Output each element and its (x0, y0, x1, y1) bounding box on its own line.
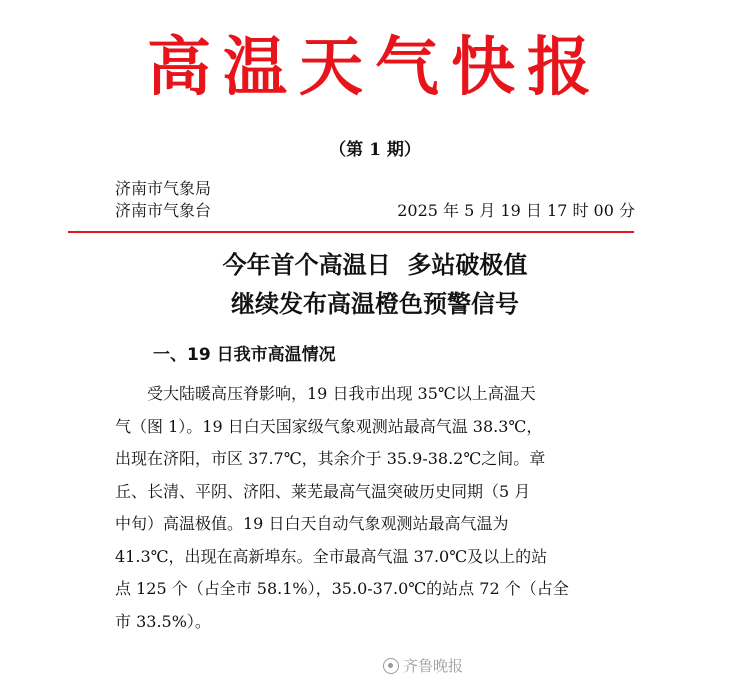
issue-datetime: 2025 年 5 月 19 日 17 时 00 分 (397, 201, 635, 220)
section-body (115, 378, 637, 638)
body-line: 受大陆暖高压脊影响，19 日我市出现 35℃以上高温天 (115, 384, 536, 403)
body-line: 丘、长清、平阴、济阳、莱芜最高气温突破历史同期（5 月 (115, 481, 531, 501)
issuing-agency-observatory: 济南市气象台 (115, 201, 212, 220)
body-line: 41.3℃，出现在高新埠东。全市最高气温 37.0℃及以上的站 (115, 546, 548, 566)
watermark-text: 齐鲁晚报 (402, 657, 463, 675)
red-divider (68, 231, 634, 233)
body-line: 点 125 个（占全市 58.1%），35.0-37.0℃的站点 72 个（占全 (115, 579, 569, 598)
headline-line-1: 今年首个高温日 多站破极值 (222, 251, 528, 279)
section-heading: 一、19 日我市高温情况 (153, 345, 336, 365)
issuing-agency-bureau: 济南市气象局 (115, 179, 212, 198)
weibo-icon (383, 658, 399, 674)
watermark (383, 655, 463, 676)
body-line: 中旬）高温极值。19 日白天自动气象观测站最高气温为 (115, 514, 509, 533)
issue-number: （第 1 期） (329, 140, 421, 160)
masthead-title: 高温天气快报 (147, 30, 603, 105)
body-line: 气（图 1）。19 日白天国家级气象观测站最高气温 38.3℃， (115, 416, 543, 436)
body-line: 出现在济阳，市区 37.7℃，其余介于 35.9-38.2℃之间。章 (115, 449, 546, 468)
headline-line-2: 继续发布高温橙色预警信号 (231, 290, 519, 318)
body-line: 市 33.5%）。 (115, 611, 211, 631)
